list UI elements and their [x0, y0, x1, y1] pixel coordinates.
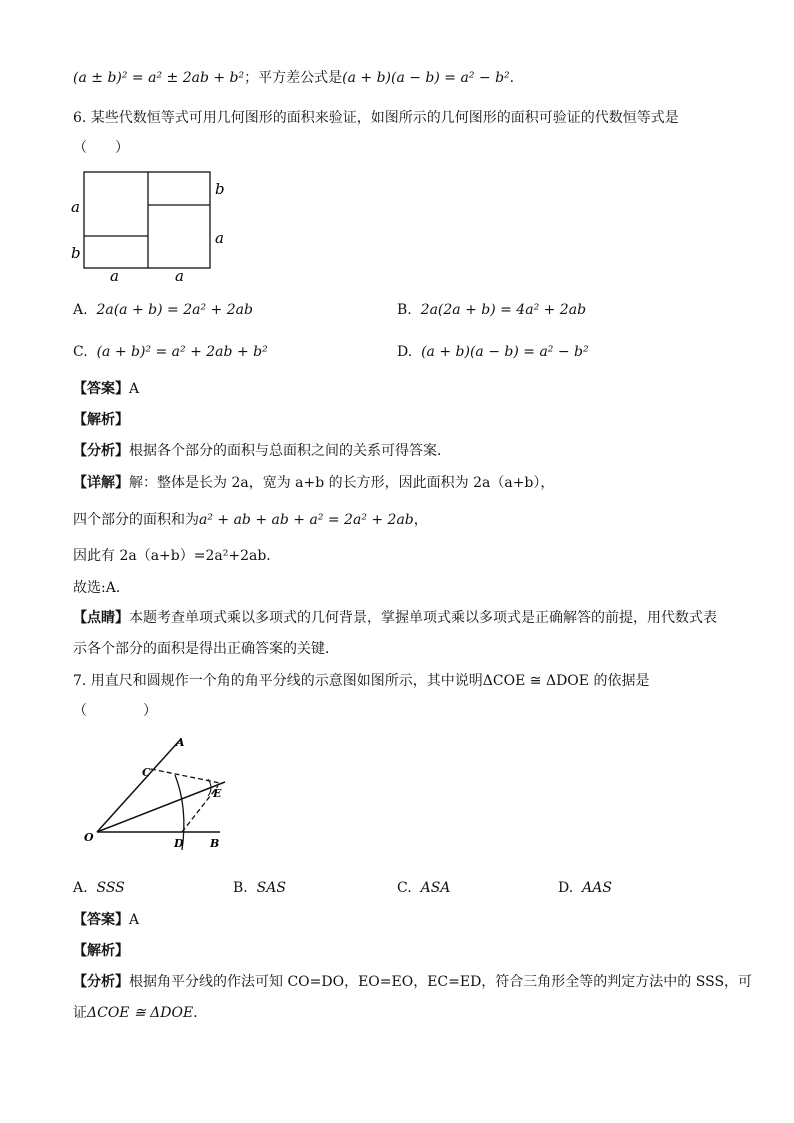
- option-text: 2a(2a + b) = 4a² + 2ab: [420, 302, 587, 318]
- q7-fenxi-line2: [73, 1003, 207, 1023]
- label-right-b: b: [215, 180, 225, 198]
- analysis-tag: 【解析】: [73, 943, 129, 959]
- fenxi-prefix: 证: [73, 1005, 87, 1021]
- q6-option-a: [73, 300, 253, 320]
- formula-end: .: [509, 70, 515, 86]
- q6-dianjing-line2: 示各个部分的面积是得出正确答案的关键．: [73, 641, 339, 657]
- label-b: B: [210, 837, 220, 850]
- label-left-a: a: [71, 198, 80, 216]
- option-text: ASA: [420, 880, 451, 896]
- q6-stem: 6. 某些代数恒等式可用几何图形的面积来验证，如图所示的几何图形的面积可验证的代数恒等式是: [73, 110, 679, 126]
- option-letter: C.: [397, 880, 412, 896]
- label-bottom-a2: a: [175, 267, 184, 284]
- fenxi-text: 根据角平分线的作法可知 CO=DO，EO=EO，EC=ED，符合三角形全等的判定方法中的 SSS，可: [129, 974, 753, 990]
- congruence-formula: ΔCOE ≅ ΔDOE: [87, 1005, 194, 1021]
- xiangjie-tag: 【详解】: [73, 475, 129, 491]
- answer-tag: 【答案】: [73, 381, 129, 397]
- dianjing-text: 本题考查单项式乘以多项式的几何背景，掌握单项式乘以多项式是正确解答的前提，用代数式表: [129, 610, 717, 626]
- outer-rectangle: [84, 172, 210, 268]
- q7-option-d: [558, 878, 612, 898]
- label-a: A: [176, 736, 185, 749]
- option-text: 2a(a + b) = 2a² + 2ab: [96, 302, 253, 318]
- dianjing-tag: 【点睛】: [73, 610, 129, 626]
- label-e: E: [213, 787, 222, 800]
- q6-xiangjie: [73, 473, 554, 493]
- q6-fenxi: [73, 441, 451, 461]
- answer-value: A: [129, 912, 140, 928]
- q6-answer: [73, 379, 139, 399]
- q7-option-a: [73, 878, 125, 898]
- label-d: D: [174, 837, 184, 850]
- analysis-tag: 【解析】: [73, 412, 129, 428]
- q7-fenxi-line1: [73, 972, 752, 992]
- q7-option-c: [397, 878, 450, 898]
- option-letter: D.: [558, 880, 574, 896]
- xiangjie-text: 解：整体是长为 2a，宽为 a+b 的长方形，因此面积为 2a（a+b），: [129, 475, 555, 491]
- sum-end: ，: [413, 512, 428, 528]
- option-text: SSS: [96, 880, 125, 896]
- q7-stem: 7. 用直尺和圆规作一个角的角平分线的示意图如图所示，其中说明ΔCOE ≅ ΔDOE 的依据是: [73, 673, 650, 689]
- q6-option-d: [397, 342, 589, 362]
- sum-formula: a² + ab + ab + a² = 2a² + 2ab: [199, 512, 414, 528]
- option-letter: A.: [73, 880, 88, 896]
- difference-of-squares-formula: (a + b)(a − b) = a² − b²: [342, 70, 510, 86]
- option-letter: B.: [397, 302, 412, 318]
- formula-connector: ；平方差公式是: [244, 70, 343, 86]
- q6-area-figure: [64, 164, 234, 284]
- q7-answer: [73, 910, 139, 930]
- option-letter: B.: [233, 880, 248, 896]
- answer-value: A: [129, 381, 140, 397]
- q6-choose: 故选:A．: [73, 580, 130, 596]
- answer-tag: 【答案】: [73, 912, 129, 928]
- q6-sum-line: [73, 510, 428, 530]
- option-text: AAS: [582, 880, 612, 896]
- option-letter: C.: [73, 344, 88, 360]
- label-c: C: [142, 766, 151, 779]
- sum-text: 四个部分的面积和为: [73, 512, 199, 528]
- q7-option-b: [233, 878, 286, 898]
- ray-oa: [97, 740, 180, 832]
- label-right-a: a: [215, 229, 224, 247]
- square-formula: (a ± b)² = a² ± 2ab + b²: [73, 70, 245, 86]
- fenxi-tag: 【分析】: [73, 974, 129, 990]
- q6-paren: （ ）: [73, 140, 129, 156]
- q6-option-c: [73, 342, 268, 362]
- q7-paren: （ ）: [73, 703, 157, 719]
- option-text: (a + b)(a − b) = a² − b²: [421, 344, 589, 360]
- q6-dianjing-line1: [73, 608, 717, 628]
- q6-analysis-heading: [73, 410, 129, 430]
- option-letter: D.: [397, 344, 413, 360]
- option-letter: A.: [73, 302, 88, 318]
- q6-option-b: [397, 300, 586, 320]
- label-bottom-a1: a: [110, 267, 119, 284]
- q6-therefore: 因此有 2a（a+b）=2a²+2ab．: [73, 548, 281, 564]
- fenxi-tag: 【分析】: [73, 443, 129, 459]
- formula-line: [73, 68, 514, 88]
- q7-bisector-figure: [80, 730, 250, 860]
- fenxi-end: ．: [193, 1005, 208, 1021]
- option-text: (a + b)² = a² + 2ab + b²: [96, 344, 268, 360]
- option-text: SAS: [256, 880, 286, 896]
- label-left-b: b: [71, 244, 81, 262]
- label-o: O: [84, 831, 94, 844]
- fenxi-text: 根据各个部分的面积与总面积之间的关系可得答案．: [129, 443, 451, 459]
- q7-analysis-heading: [73, 941, 129, 961]
- ray-oe: [97, 782, 225, 832]
